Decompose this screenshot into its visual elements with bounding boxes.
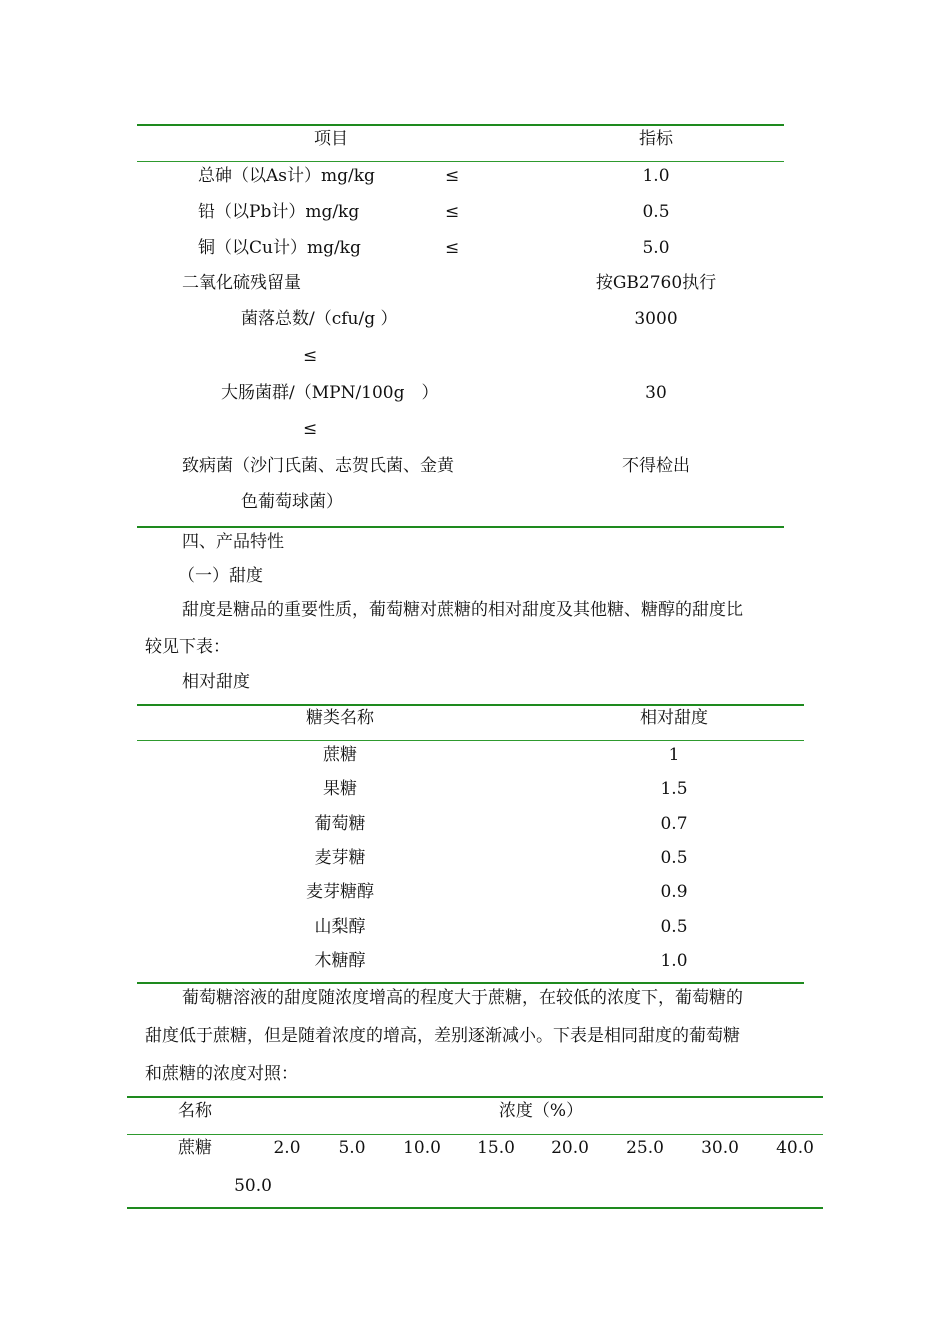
paragraph-line: 甜度是糖品的重要性质，葡萄糖对蔗糖的相对甜度及其他糖、糖醇的甜度比 bbox=[182, 600, 743, 620]
table2-row-name: 山梨醇 bbox=[314, 917, 366, 937]
table1-row-name: 二氧化硫残留量 bbox=[182, 273, 301, 293]
table2-row-name: 蔗糖 bbox=[323, 745, 357, 765]
table3-header-conc: 浓度（%） bbox=[498, 1101, 584, 1121]
table1-row-name: 总砷（以As计）mg/kg bbox=[198, 166, 375, 186]
table1-row-value: 不得检出 bbox=[622, 456, 690, 476]
paragraph-line: 较见下表： bbox=[145, 637, 230, 657]
table1-row-leq: ≤ bbox=[303, 346, 318, 366]
table2-caption: 相对甜度 bbox=[182, 672, 250, 692]
table1-bottom-rule bbox=[137, 526, 784, 528]
table2-row-value: 1 bbox=[668, 745, 680, 765]
table2-row-value: 0.9 bbox=[660, 882, 688, 902]
table2-row-name: 葡萄糖 bbox=[314, 814, 366, 834]
table2-row-name: 麦芽糖 bbox=[314, 848, 366, 868]
table1-row-name: 致病菌（沙门氏菌、志贺氏菌、金黄 bbox=[182, 456, 454, 476]
table2-row-name: 果糖 bbox=[323, 779, 357, 799]
table1-row-value: 按GB2760执行 bbox=[595, 273, 717, 293]
table3-value: 10.0 bbox=[403, 1138, 441, 1158]
table3-header-rule bbox=[127, 1134, 823, 1135]
table3-value: 2.0 bbox=[273, 1138, 301, 1158]
table1-row-leq: ≤ bbox=[303, 419, 318, 439]
table2-row-name: 木糖醇 bbox=[314, 951, 366, 971]
table1-row-value: 1.0 bbox=[642, 166, 670, 186]
table2-row-value: 1.5 bbox=[660, 779, 688, 799]
table2-header-value: 相对甜度 bbox=[640, 708, 708, 728]
table3-row-name: 蔗糖 bbox=[178, 1138, 212, 1158]
table1-row-value: 5.0 bbox=[642, 238, 670, 258]
table1-top-rule bbox=[137, 124, 784, 126]
table3-value: 15.0 bbox=[477, 1138, 515, 1158]
table3-top-rule bbox=[127, 1096, 823, 1098]
table2-header-name: 糖类名称 bbox=[306, 708, 374, 728]
table1-row-leq: ≤ bbox=[445, 166, 460, 186]
table1-header-item: 项目 bbox=[314, 129, 348, 149]
table3-value: 5.0 bbox=[338, 1138, 366, 1158]
table3-value: 20.0 bbox=[551, 1138, 589, 1158]
table1-row-name: 菌落总数/（cfu/g ） bbox=[241, 309, 398, 329]
table1-row-name: 铜（以Cu计）mg/kg bbox=[198, 238, 361, 258]
table3-value: 40.0 bbox=[776, 1138, 814, 1158]
table1-row-leq: ≤ bbox=[445, 238, 460, 258]
table1-row-value: 3000 bbox=[634, 309, 678, 329]
table3-header-name: 名称 bbox=[178, 1101, 212, 1121]
paragraph-line: 葡萄糖溶液的甜度随浓度增高的程度大于蔗糖，在较低的浓度下，葡萄糖的 bbox=[182, 988, 743, 1008]
table3-value: 50.0 bbox=[234, 1176, 272, 1196]
table1-row-name: 大肠菌群/（MPN/100g ） bbox=[221, 383, 439, 403]
table3-bottom-rule bbox=[127, 1207, 823, 1209]
section-subheading: （一）甜度 bbox=[178, 566, 263, 586]
section-heading: 四、产品特性 bbox=[182, 532, 284, 552]
table2-row-value: 1.0 bbox=[660, 951, 688, 971]
table1-row-value: 30 bbox=[645, 383, 667, 403]
table3-value: 25.0 bbox=[626, 1138, 664, 1158]
table1-row-name: 铅（以Pb计）mg/kg bbox=[198, 202, 360, 222]
paragraph-line: 和蔗糖的浓度对照： bbox=[145, 1064, 298, 1084]
table2-header-rule bbox=[137, 740, 804, 741]
paragraph-line: 甜度低于蔗糖，但是随着浓度的增高，差别逐渐减小。下表是相同甜度的葡萄糖 bbox=[145, 1026, 740, 1046]
table2-bottom-rule bbox=[137, 982, 804, 984]
table3-value: 30.0 bbox=[701, 1138, 739, 1158]
table2-row-value: 0.7 bbox=[660, 814, 688, 834]
table1-header-index: 指标 bbox=[639, 129, 673, 149]
table1-row-name: 色葡萄球菌） bbox=[241, 492, 343, 512]
table1-row-value: 0.5 bbox=[642, 202, 670, 222]
table2-row-value: 0.5 bbox=[660, 917, 688, 937]
table2-row-name: 麦芽糖醇 bbox=[306, 882, 374, 902]
table2-top-rule bbox=[137, 704, 804, 706]
table1-row-leq: ≤ bbox=[445, 202, 460, 222]
table2-row-value: 0.5 bbox=[660, 848, 688, 868]
table1-header-rule bbox=[137, 161, 784, 162]
